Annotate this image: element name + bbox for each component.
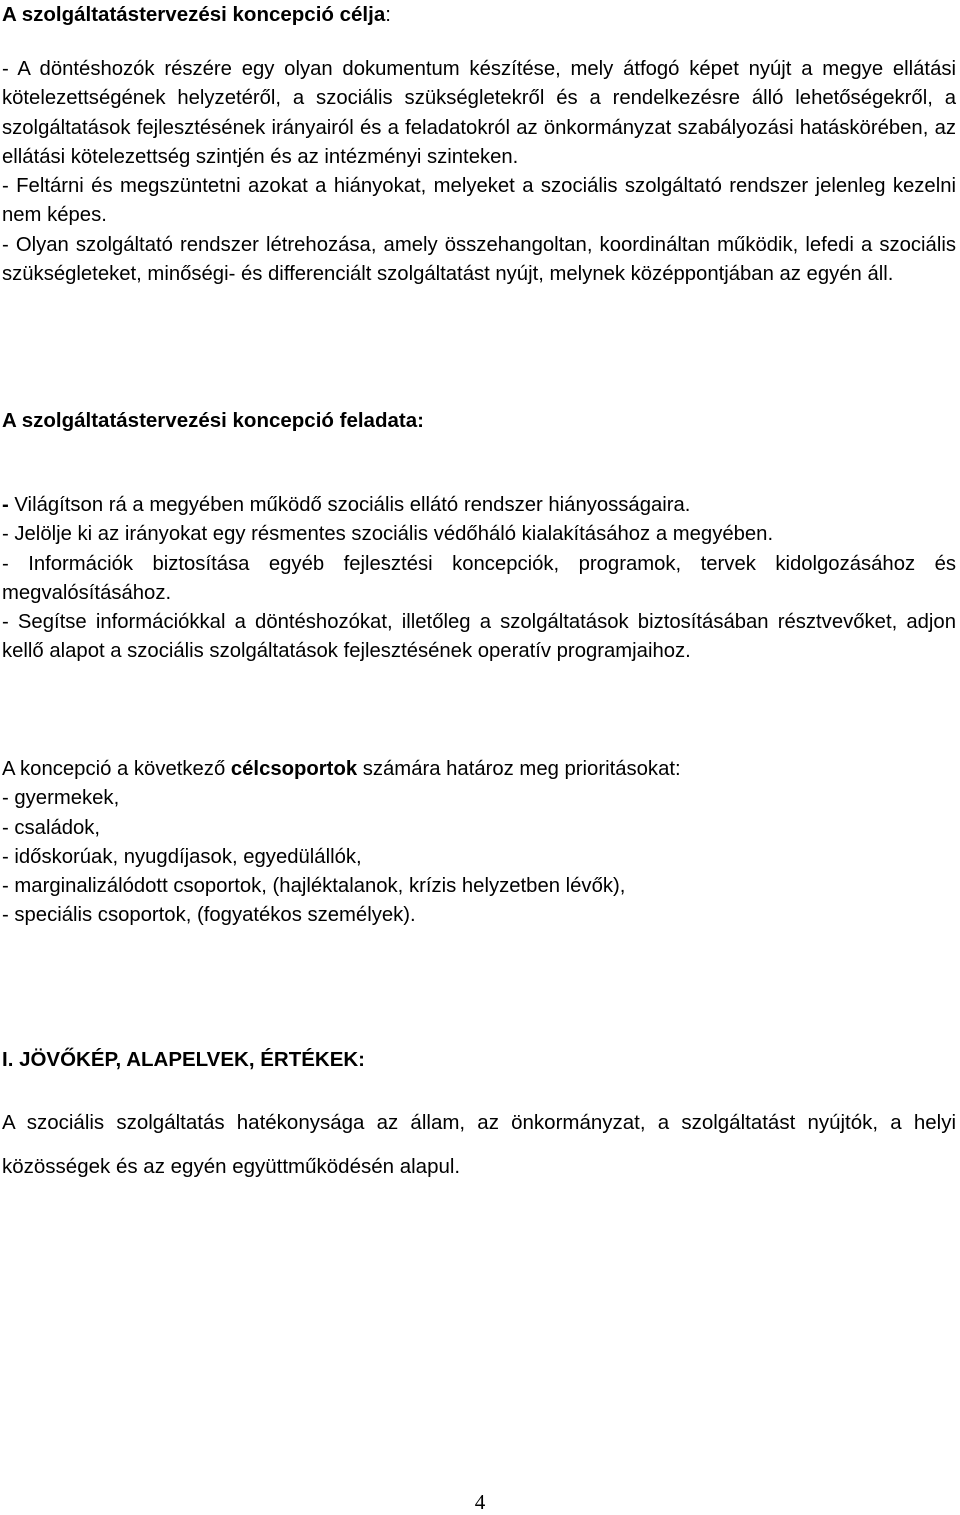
target-group-item: - családok, <box>2 816 101 839</box>
heading-colon: : <box>385 3 391 26</box>
heading-text: A szolgáltatástervezési koncepció célja <box>2 3 386 26</box>
chapter-paragraph: A szociális szolgáltatás hatékonysága az állam, az önkormányzat, a szolgáltatást nyújtók, a helyi közösségek és az egyén együttműködésén alapul. <box>2 1111 956 1178</box>
section-heading-goal <box>2 3 391 27</box>
task-paragraph-3: - Információk biztosítása egyéb fejlesztési koncepciók, programok, tervek kidolgozásához és megvalósításához. <box>2 552 956 604</box>
task-paragraph-4: - Segítse információkkal a döntéshozókat, illetőleg a szolgáltatások biztosításában résztvevőket, adjon kellő alapot a szociális szolgáltatások fejlesztésének operatív programjaihoz. <box>2 611 956 663</box>
goal-paragraph-3: - Olyan szolgáltató rendszer létrehozása, amely összehangoltan, koordináltan működik, lefedi a szociális szükségleteket, minőségi- és differenciált szolgáltatást nyújt, melynek középpontjában az egyén áll. <box>2 233 956 286</box>
task-dash: - <box>2 494 9 516</box>
target-group-item: - speciális csoportok, (fogyatékos személyek). <box>2 904 416 927</box>
goal-paragraph-1: - A döntéshozók részére egy olyan dokumentum készítése, mely átfogó képet nyújt a megye ellátási kötelezettségének helyzetéről, a szociális szükségletekről és a rendelkezésre álló lehetőségekről, a szolgáltatások fejlesztésének irányairól és a feladatokról az önkormányzat szabályozási hatáskörében, az ellátási kötelezettség szintjén és az intézményi szinteken. <box>2 58 956 168</box>
target-group-item: - időskorúak, nyugdíjasok, egyedülállók, <box>2 845 362 868</box>
target-group-item: - marginalizálódott csoportok, (hajléktalanok, krízis helyzetben lévők), <box>2 875 626 898</box>
intro-before: A koncepció a következő <box>2 758 231 780</box>
goal-paragraphs <box>2 55 956 289</box>
page-number: 4 <box>474 1490 486 1514</box>
task-paragraph-1-text: Világítson rá a megyében működő szociális ellátó rendszer hiányosságaira. <box>8 494 691 516</box>
target-groups <box>2 755 956 931</box>
task-paragraph-2: - Jelölje ki az irányokat egy résmentes szociális védőháló kialakításához a megyében. <box>2 523 774 546</box>
task-paragraph-1 <box>2 491 956 520</box>
section-heading-task: A szolgáltatástervezési koncepció feladata: <box>2 409 424 432</box>
task-paragraphs <box>2 491 956 667</box>
chapter-heading: I. JÖVŐKÉP, ALAPELVEK, ÉRTÉKEK: <box>2 1048 365 1071</box>
target-group-item: - gyermekek, <box>2 787 120 810</box>
goal-paragraph-2: - Feltárni és megszüntetni azokat a hiányokat, melyeket a szociális szolgáltató rendszer jelenleg kezelni nem képes. <box>2 175 956 227</box>
intro-keyword: célcsoportok <box>230 758 358 780</box>
target-groups-intro <box>2 755 956 784</box>
intro-after: számára határoz meg prioritásokat: <box>357 758 681 780</box>
